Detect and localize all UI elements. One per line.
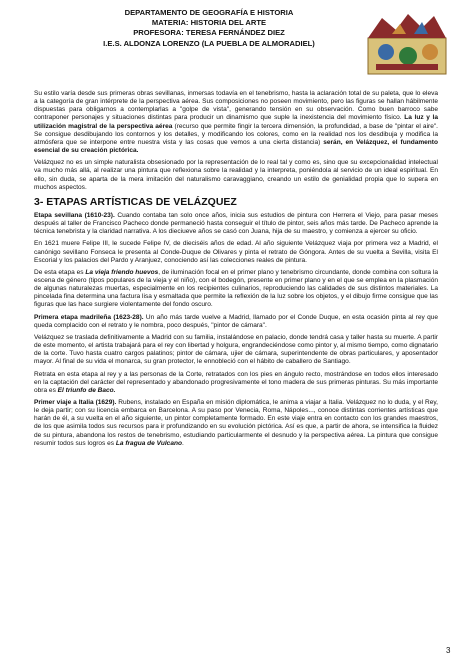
paragraph: En 1621 muere Felipe III, le sucede Felipe IV, de dieciséis años de edad. Al año siguiente Velázquez viaja por primera vez a Madrid, el canónigo sevillano Fonseca le presenta al Conde-Duque de Olivares y pinta el retrato de Góngora. Antes de su vuelta a Sevilla, visita El Escorial y los palacios del Pardo y Aranjuez, conociendo así las colecciones reales de pintura.	[34, 240, 438, 264]
section-heading: 3- ETAPAS ARTÍSTICAS DE VELÁZQUEZ	[34, 195, 237, 208]
page-number: 3	[446, 646, 451, 655]
paragraph: Velázquez no es un simple naturalista obsesionado por la representación de lo real tal y como es, sino que su excepcionalidad intelectual va mucho más allá, al realizar una pintura que reflexiona sobre la realidad y la interpreta, poniéndola al servicio de un ideal espiritual. En ello, sin duda, se aparta de la mera imitación del naturalismo caravaggiano, creando un estilo de genialidad propia que lo supera en muchos aspectos.	[34, 159, 438, 191]
document-body	[34, 90, 438, 452]
school-logo-icon	[362, 8, 452, 80]
paragraph: Primer viaje a Italia (1629). Rubens, instalado en España en misión diplomática, le anima a viajar a Italia. Velázquez no lo duda, y el Rey, le deja partir; con su licencia embarca en Barcelona. A su paso por Venecia, Roma, Nápoles..., conoce distintas corrientes artísticas que harán de él, a su vuelta en el año siguiente, un pintor completamente formado. En este viaje entra en contacto con los grandes maestros, de los que asimila todos sus recursos para ir profundizando en su evolución pictórica. Así es que, a partir de ahora, se intensifica la fluidez de su pintura, abandona los restos de tenebrismo, estudiando particularmente el desnudo y la perspectiva aérea. La pintura que consigue resumir todos sus logros es La fragua de Vulcano.	[34, 399, 438, 447]
department-line: DEPARTAMENTO DE GEOGRAFÍA E HISTORIA	[124, 8, 294, 17]
paragraph: Su estilo varía desde sus primeras obras sevillanas, inmersas todavía en el tenebrismo, hasta la aclaración total de su paleta, que lo eleva a la categoría de gran intérprete de la perspectiva aérea. Sus composiciones no poseen movimiento, pero las figuras se hallan hábilmente dispuestas para obligarnos a contemplarlas a "golpe de vista", generando tensión en su observación. Como buen barroco sabe contraponer personajes y situaciones distintas para producir un dinamismo que suple la inexistencia del movimiento físico. La luz y la utilización magistral de la perspectiva aérea (recurso que permite fingir la tercera dimensión, la profundidad, a base de "pintar el aire". Se consigue desdibujando los contornos y los detalles, y modificando los colores, como en la realidad nos los desdibuja y modifica la atmósfera que se interpone entre nuestra vista y las cosas que vemos a una cierta distancia) serán, en Velázquez, el fundamento esencial de su creación pictórica.	[34, 90, 438, 155]
subject-line: MATERIA: HISTORIA DEL ARTE	[151, 18, 267, 28]
paragraph: Velázquez se traslada definitivamente a Madrid con su familia, instalándose en palacio, donde tendrá casa y taller hasta su muerte. A partir de este momento, el artista trabajará para el rey con libertad y holgura, engrandeciéndose como pintor y, al mismo tiempo, como dignatario de la corte. Tuvo hasta cuatro cargos palatinos; pintor de cámara, ujier de cámara, superintendente de obras particulares, y aposentador mayor. Al final de su vida el monarca, su gran protector, le ennobleció con el hábito de caballero de Santiago.	[34, 333, 438, 366]
paragraph: Etapa sevillana (1610-23). Cuando contaba tan solo once años, inicia sus estudios de pintura con Herrera el Viejo, para pasar meses después al taller de Francisco Pacheco donde permaneció hasta conseguir el título de pintor, seis años más tarde. De Pacheco aprende la técnica tenebrista y la claridad narrativa. A los dieciueve años se casó con Juana, hija de su maestro, y comienza a ejercer su oficio.	[34, 211, 438, 236]
page-header	[0, 8, 474, 86]
header-text	[64, 8, 354, 49]
paragraph: Primera etapa madrileña (1623-28). Un año más tarde vuelve a Madrid, llamado por el Conde Duque, en esta ocasión pinta al rey que queda complacido con el retrato y le nombra, poco después, "pintor de cámara".	[34, 313, 438, 329]
paragraph: Retrata en esta etapa al rey y a las personas de la Corte, retratados con los pies en ángulo recto, mostrándose en todos ellos interesado en la captación del carácter del representado y abandonado progresivamente el tono madera de sus primeras pinturas. Su más importante obra es El triunfo de Baco.	[34, 370, 438, 394]
school-line: I.E.S. ALDONZA LORENZO (LA PUEBLA DE ALMORADIEL)	[103, 38, 315, 48]
teacher-line: PROFESORA: TERESA FERNÁNDEZ DIEZ	[133, 28, 285, 38]
paragraph: De esta etapa es La vieja friendo huevos, de iluminación focal en el primer plano y tenebrismo circundante, donde combina con soltura la escena de género (tipos populares de la vieja y el niño), con el bodegón, presente en primer plano y en el que se emplea en la plasmación de algunas naturalezas muertas, especialmente en los recipientes culinarios, reproduciendo las calidades de sus distintos materiales. La pincelada fina determina una factura lisa y esmaltada que permite la reflexión de la luz sobre los objetos, y el dibujo firme consigue que las figuras que las hace surgiere violentamente del fondo oscuro.	[34, 268, 439, 309]
